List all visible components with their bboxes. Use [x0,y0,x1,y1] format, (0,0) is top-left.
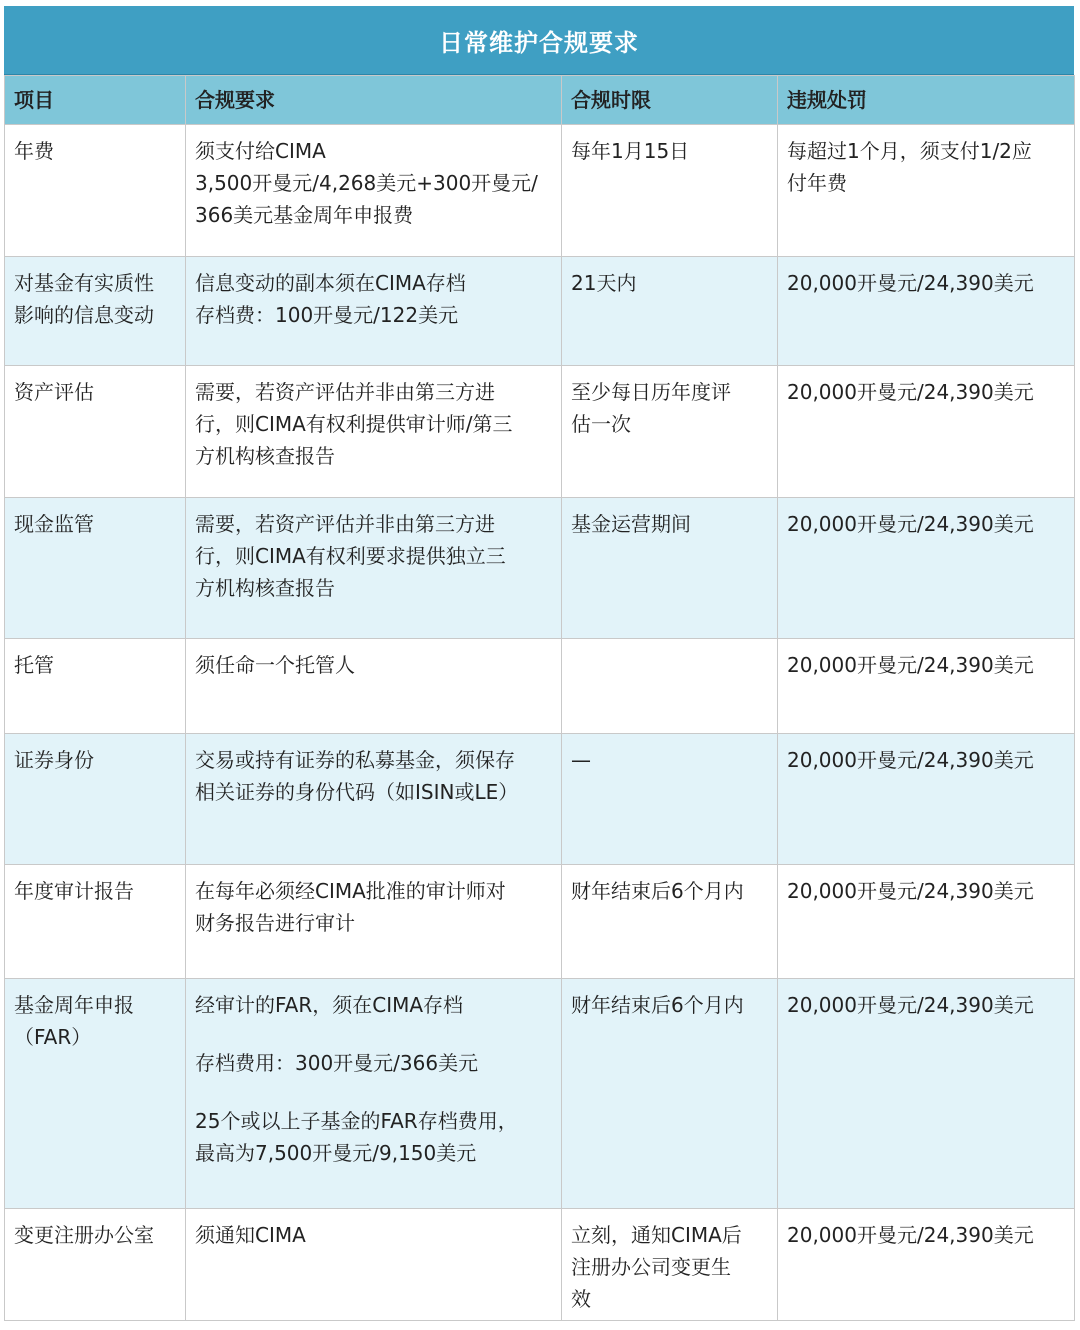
cell-line: 年度审计报告 [14,879,134,903]
requirement-cell [186,257,562,366]
deadline-cell [562,734,778,865]
item-cell [5,257,186,366]
cell-line: 财年结束后6个月内 [571,879,744,903]
cell-line: 25个或以上子基金的FAR存档费用， [195,1109,518,1133]
table-row [5,257,1075,366]
cell-line: 证券身份 [14,748,94,772]
penalty-cell [778,639,1075,734]
cell-line: 财年结束后6个月内 [571,993,744,1017]
requirement-cell [186,125,562,257]
item-cell [5,1209,186,1321]
cell-line: 年费 [14,139,54,163]
table-row [5,125,1075,257]
cell-line: 影响的信息变动 [14,303,154,327]
cell-line: 须通知CIMA [195,1223,306,1247]
cell-line: 20,000开曼元/24,390美元 [787,748,1034,772]
requirement-cell [186,1209,562,1321]
cell-line: 20,000开曼元/24,390美元 [787,380,1034,404]
penalty-cell [778,257,1075,366]
requirement-cell [186,865,562,979]
cell-line: 方机构核查报告 [195,576,335,600]
cell-line: 每超过1个月，须支付1/2应 [787,139,1032,163]
cell-line: 20,000开曼元/24,390美元 [787,1223,1034,1247]
cell-line: 存档费用：300开曼元/366美元 [195,1051,479,1075]
cell-line: 现金监管 [14,512,94,536]
requirement-cell [186,979,562,1209]
cell-line: 基金周年申报 [14,993,134,1017]
item-cell [5,498,186,639]
deadline-cell [562,1209,778,1321]
cell-line: 资产评估 [14,380,94,404]
compliance-table-card [4,6,1074,1321]
table-title: 日常维护合规要求 [4,6,1074,75]
column-header-item: 项目 [5,76,186,125]
cell-line: 行，则CIMA有权利提供审计师/第三 [195,412,513,436]
cell-line: 对基金有实质性 [14,271,154,295]
penalty-cell [778,734,1075,865]
cell-line: 20,000开曼元/24,390美元 [787,879,1034,903]
cell-line: 需要，若资产评估并非由第三方进 [195,380,495,404]
cell-line [195,1079,552,1105]
table-row [5,734,1075,865]
cell-line: 财务报告进行审计 [195,911,355,935]
cell-line: 效 [571,1287,591,1311]
deadline-cell [562,865,778,979]
cell-line: 估一次 [571,412,631,436]
penalty-cell [778,865,1075,979]
cell-line: 变更注册办公室 [14,1223,154,1247]
penalty-cell [778,498,1075,639]
cell-line: 21天内 [571,271,637,295]
column-header-requirement: 合规要求 [186,76,562,125]
cell-line: 经审计的FAR，须在CIMA存档 [195,993,464,1017]
cell-line: 20,000开曼元/24,390美元 [787,993,1034,1017]
deadline-cell [562,257,778,366]
cell-line: 交易或持有证券的私募基金，须保存 [195,748,515,772]
item-cell [5,639,186,734]
requirement-cell [186,734,562,865]
table-row [5,639,1075,734]
column-header-deadline: 合规时限 [562,76,778,125]
table-row [5,366,1075,498]
cell-line: 注册办公司变更生 [571,1255,731,1279]
cell-line: 须任命一个托管人 [195,653,355,677]
item-cell [5,979,186,1209]
penalty-cell [778,979,1075,1209]
column-header-penalty: 违规处罚 [778,76,1075,125]
cell-line: 行，则CIMA有权利要求提供独立三 [195,544,506,568]
cell-line: （FAR） [14,1025,92,1049]
cell-line: 至少每日历年度评 [571,380,731,404]
deadline-cell [562,498,778,639]
cell-line: 最高为7,500开曼元/9,150美元 [195,1141,477,1165]
header-row [5,76,1075,125]
cell-line: 每年1月15日 [571,139,690,163]
deadline-cell [562,639,778,734]
penalty-cell [778,366,1075,498]
cell-line: — [571,748,591,772]
item-cell [5,366,186,498]
cell-line: 基金运营期间 [571,512,691,536]
cell-line: 366美元基金周年申报费 [195,203,414,227]
cell-line: 在每年必须经CIMA批准的审计师对 [195,879,506,903]
cell-line: 相关证券的身份代码（如ISIN或LE） [195,780,519,804]
deadline-cell [562,125,778,257]
item-cell [5,125,186,257]
cell-line: 方机构核查报告 [195,444,335,468]
cell-line: 付年费 [787,171,847,195]
cell-line: 须支付给CIMA [195,139,326,163]
penalty-cell [778,125,1075,257]
cell-line [195,1021,552,1047]
cell-line: 20,000开曼元/24,390美元 [787,512,1034,536]
deadline-cell [562,979,778,1209]
table-row [5,979,1075,1209]
cell-line: 3,500开曼元/4,268美元+300开曼元/ [195,171,538,195]
cell-line: 立刻，通知CIMA后 [571,1223,742,1247]
cell-line: 存档费：100开曼元/122美元 [195,303,459,327]
cell-line: 20,000开曼元/24,390美元 [787,653,1034,677]
table-row [5,865,1075,979]
cell-line: 托管 [14,653,54,677]
item-cell [5,865,186,979]
deadline-cell [562,366,778,498]
cell-line: 需要，若资产评估并非由第三方进 [195,512,495,536]
table-row [5,498,1075,639]
item-cell [5,734,186,865]
cell-line: 20,000开曼元/24,390美元 [787,271,1034,295]
cell-line: 信息变动的副本须在CIMA存档 [195,271,466,295]
requirement-cell [186,366,562,498]
requirement-cell [186,639,562,734]
compliance-table [4,75,1075,1321]
penalty-cell [778,1209,1075,1321]
table-row [5,1209,1075,1321]
requirement-cell [186,498,562,639]
